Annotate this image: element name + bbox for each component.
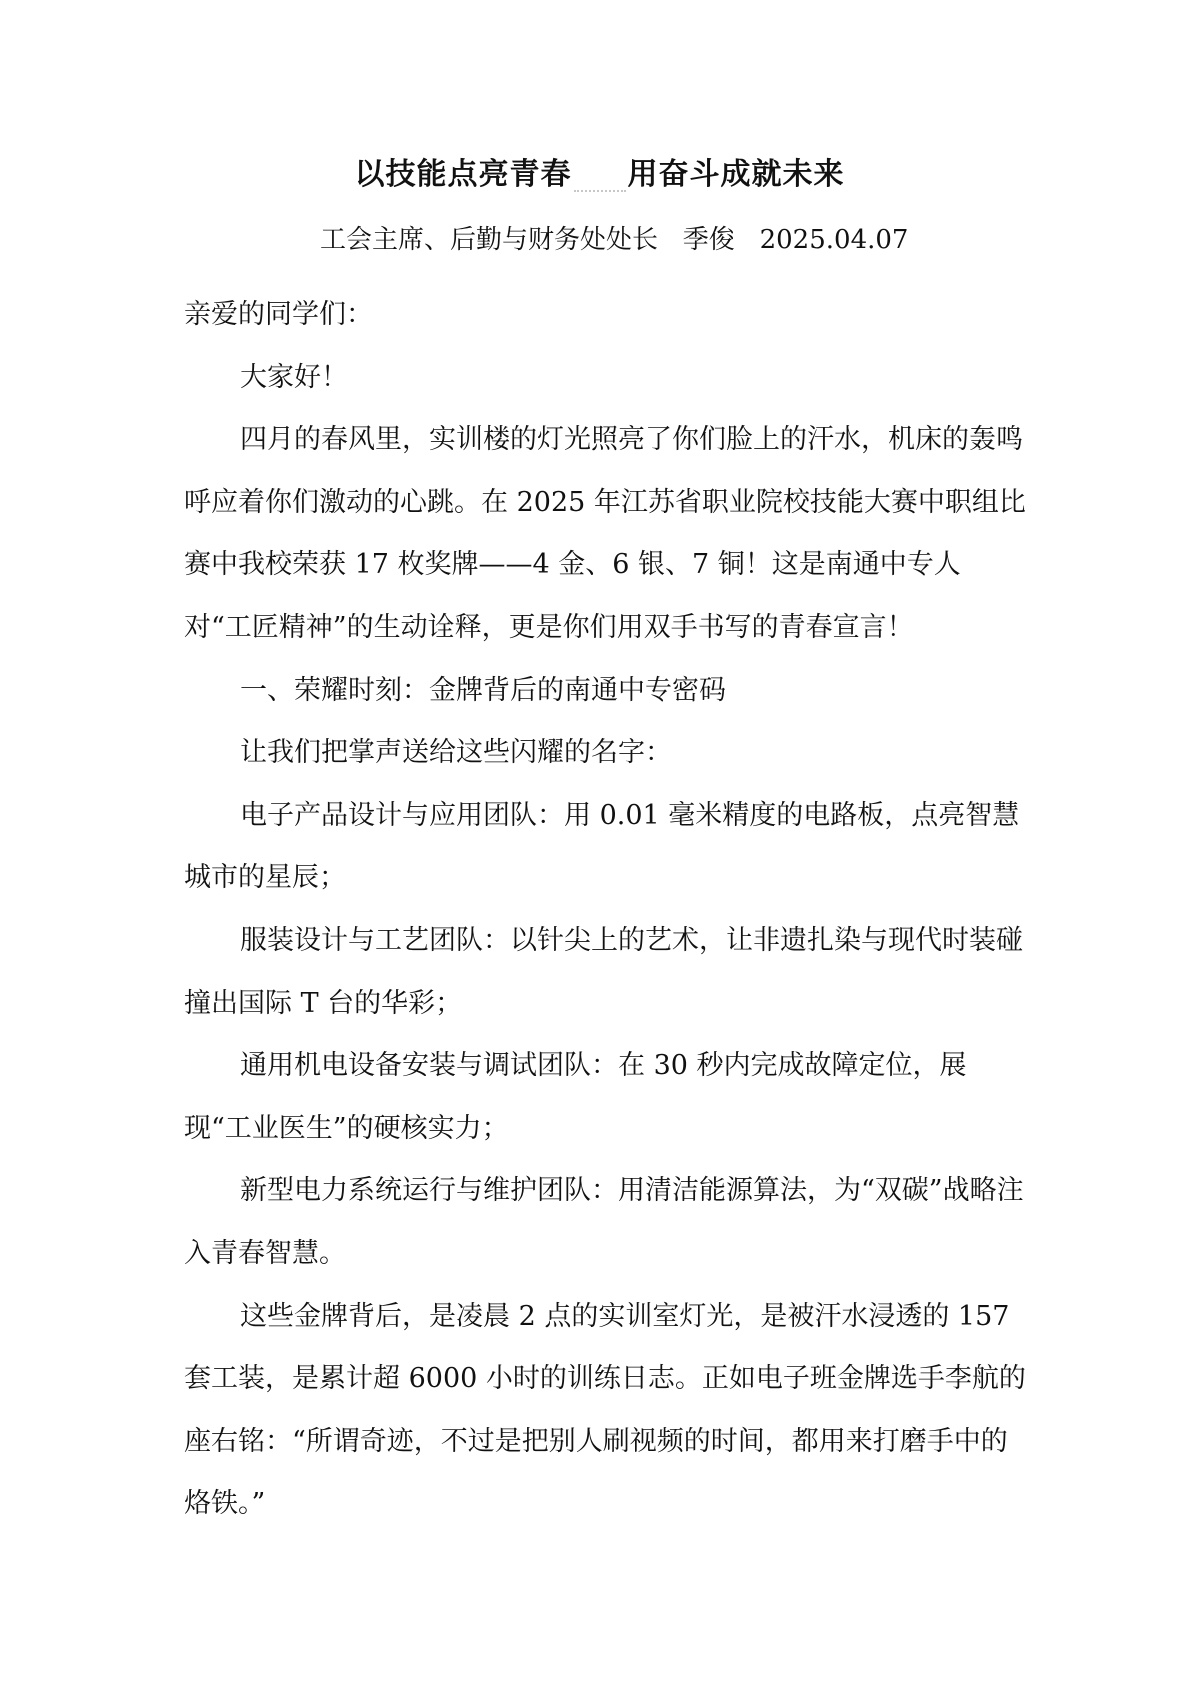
paragraph-intro: 四月的春风里，实训楼的灯光照亮了你们脸上的汗水，机床的轰鸣呼应着你们激动的心跳。在 2025 年江苏省职业院校技能大赛中职组比赛中我校荣获 17 枚奖牌——4 金、6 银、7 铜！这是南通中专人对“工匠精神”的生动诠释，更是你们用双手书写的青春宣言！ [184, 424, 1026, 643]
document-title [0, 153, 1199, 197]
title-part-1: 以技能点亮青春 [354, 157, 572, 192]
paragraph-applause: 让我们把掌声送给这些闪耀的名字： [240, 737, 672, 769]
section-heading-1: 一、荣耀时刻：金牌背后的南通中专密码 [240, 674, 726, 706]
paragraph-team-mechatronics: 通用机电设备安装与调试团队：在 30 秒内完成故障定位，展现“工业医生”的硬核实力； [184, 1050, 967, 1144]
document-body [184, 284, 1026, 1536]
title-part-2: 用奋斗成就未来 [627, 157, 845, 192]
paragraph-team-electronics: 电子产品设计与应用团队：用 0.01 毫米精度的电路板，点亮智慧城市的星辰； [184, 799, 1020, 894]
author-line: 工会主席、后勤与财务处处长 季俊 2025.04.07 [320, 225, 909, 255]
salutation: 亲爱的同学们： [184, 299, 373, 330]
title-gap-placeholder [574, 160, 626, 192]
paragraph-greeting: 大家好！ [240, 361, 348, 393]
paragraph-behind-medals: 这些金牌背后，是凌晨 2 点的实训室灯光，是被汗水浸透的 157 套工装，是累计超 6000 小时的训练日志。正如电子班金牌选手李航的座右铭：“所谓奇迹，不过是把别人刷视频的时间，都用来打磨手中的烙铁。” [184, 1300, 1026, 1520]
paragraph-team-power: 新型电力系统运行与维护团队：用清洁能源算法，为“双碳”战略注入青春智慧。 [184, 1175, 1024, 1269]
paragraph-team-fashion: 服装设计与工艺团队：以针尖上的艺术，让非遗扎染与现代时装碰撞出国际 T 台的华彩； [184, 924, 1023, 1019]
